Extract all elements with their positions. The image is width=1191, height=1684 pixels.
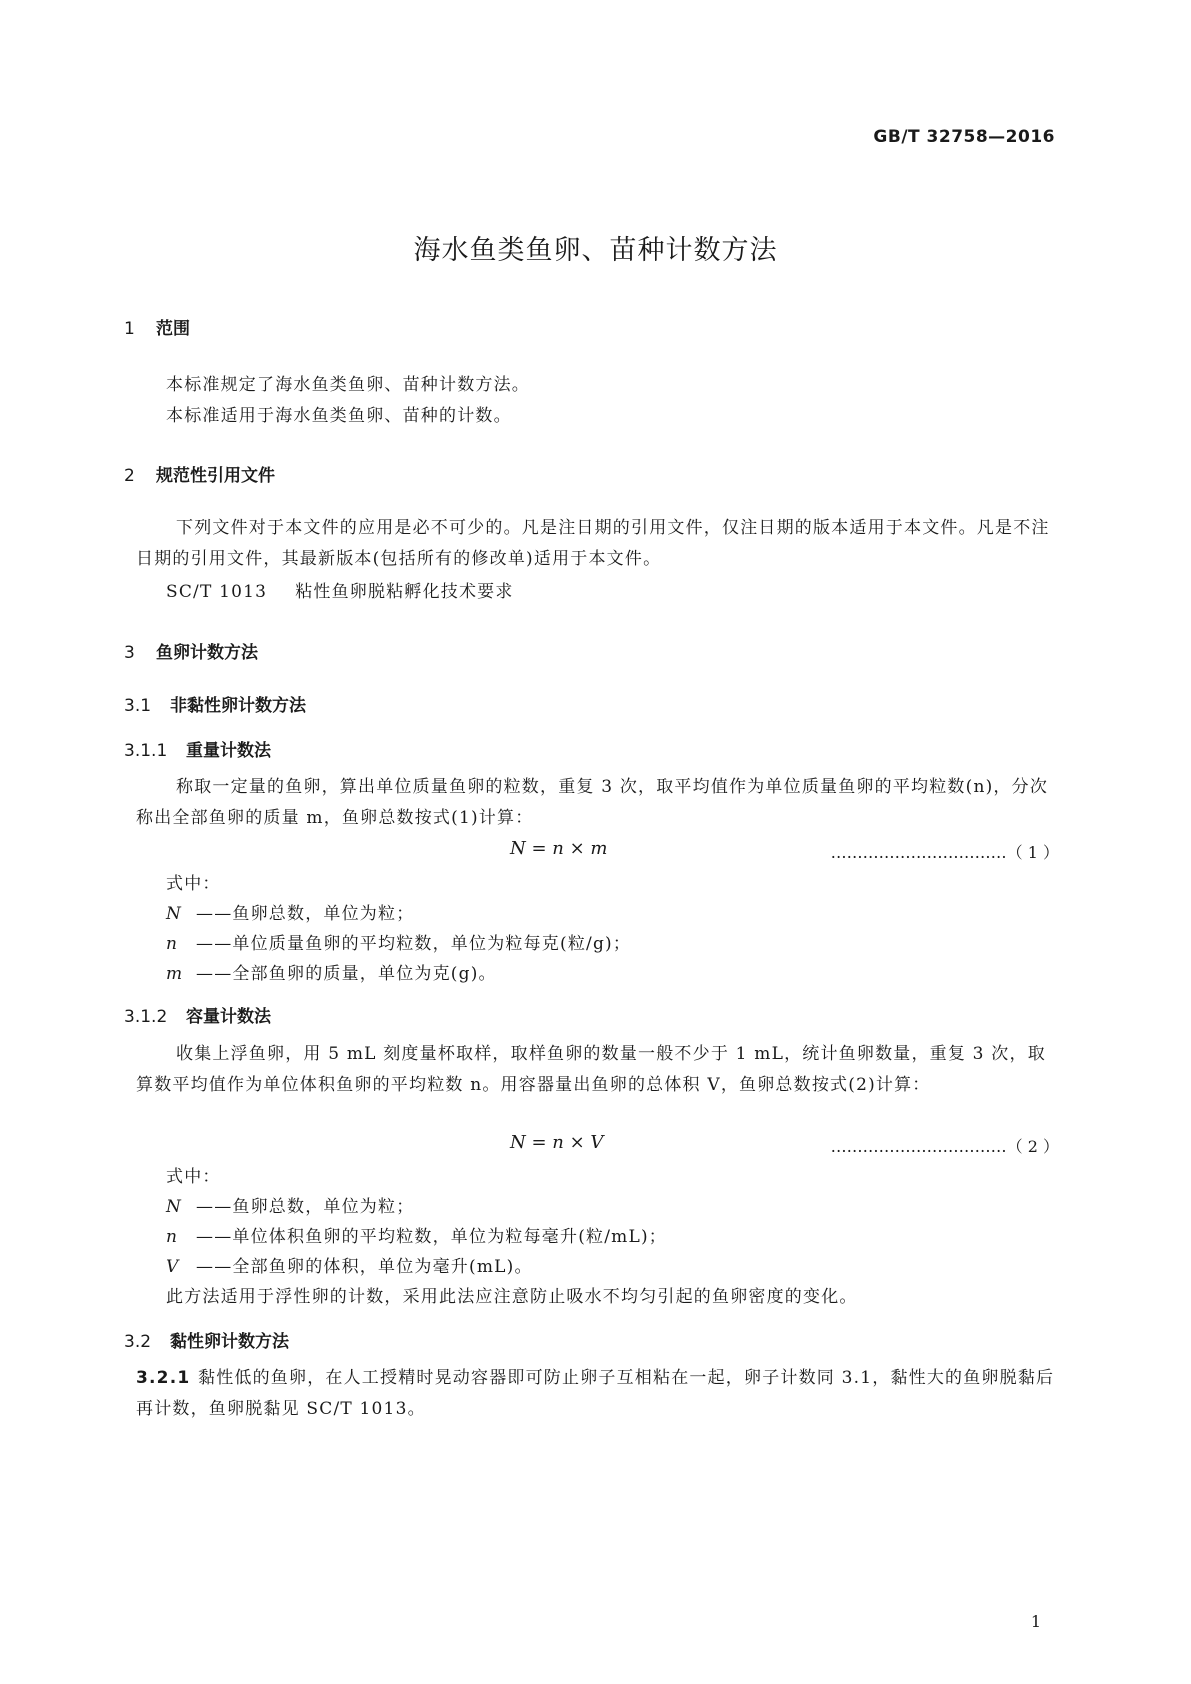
variable-symbol: m [166, 964, 184, 984]
section-title: 非黏性卵计数方法 [170, 696, 306, 716]
formula-number: ……………………………（ 2 ） [830, 1137, 1059, 1156]
section-title: 黏性卵计数方法 [170, 1332, 289, 1352]
section-title: 范围 [156, 319, 190, 339]
section-number: 3 [124, 643, 135, 663]
paragraph: 本标准适用于海水鱼类鱼卵、苗种的计数。 [166, 406, 512, 426]
section-number: 3.2.1 [136, 1368, 191, 1388]
definition-text: ——单位质量鱼卵的平均粒数，单位为粒每克(粒/g)； [196, 934, 632, 954]
definition-row [166, 1222, 667, 1247]
definition-text: ——全部鱼卵的体积，单位为毫升(mL)。 [196, 1257, 533, 1277]
page-number: 1 [1030, 1612, 1041, 1631]
definition-text: ——鱼卵总数，单位为粒； [196, 904, 415, 924]
variable-symbol: n [166, 934, 179, 954]
definition-text: ——鱼卵总数，单位为粒； [196, 1197, 415, 1217]
section-number: 3.1.1 [124, 741, 168, 761]
variable-symbol: N [166, 1197, 183, 1217]
variable-symbol: n [166, 1227, 179, 1247]
paragraph: 下列文件对于本文件的应用是必不可少的。凡是注日期的引用文件，仅注日期的版本适用于本文件。凡是不注日期的引用文件，其最新版本(包括所有的修改单)适用于本文件。 [136, 518, 1050, 569]
clause-3-2-1 [136, 1363, 1062, 1425]
section-title: 重量计数法 [186, 741, 271, 761]
standard-number: GB/T 32758—2016 [873, 127, 1055, 147]
definition-row [166, 1252, 533, 1277]
paragraph: 本标准规定了海水鱼类鱼卵、苗种计数方法。 [166, 375, 530, 395]
section-number: 1 [124, 319, 135, 339]
section-number: 3.2 [124, 1332, 152, 1352]
definition-text: ——单位体积鱼卵的平均粒数，单位为粒每毫升(粒/mL)； [196, 1227, 668, 1247]
subsection-3-1-heading [124, 691, 306, 716]
where-label: 式中： [166, 874, 221, 894]
subsection-3-2-heading [124, 1327, 289, 1352]
definition-row [166, 959, 497, 984]
definition-row [166, 929, 631, 954]
formula-number: ……………………………（ 1 ） [830, 843, 1059, 862]
subsection-3-1-1-heading [124, 736, 271, 761]
where-label: 式中： [166, 1167, 221, 1187]
document-title: 海水鱼类鱼卵、苗种计数方法 [413, 235, 778, 266]
section-number: 2 [124, 466, 135, 486]
definition-row [166, 899, 414, 924]
definition-text: ——全部鱼卵的质量，单位为克(g)。 [196, 964, 497, 984]
section-1-heading [124, 314, 190, 339]
paragraph: 收集上浮鱼卵，用 5 mL 刻度量杯取样，取样鱼卵的数量一般不少于 1 mL，统计鱼卵数量，重复 3 次，取算数平均值作为单位体积鱼卵的平均粒数 n。用容器量出鱼卵的总体积 V，鱼卵总数按式(2)计算： [136, 1044, 1046, 1095]
section-3-heading [124, 638, 258, 663]
reference-entry [166, 577, 514, 602]
clause-text: 黏性低的鱼卵，在人工授精时晃动容器即可防止卵子互相粘在一起，卵子计数同 3.1，黏性大的鱼卵脱黏后再计数，鱼卵脱黏见 SC/T 1013。 [136, 1368, 1055, 1419]
section-title: 容量计数法 [186, 1007, 271, 1027]
note-paragraph: 此方法适用于浮性卵的计数，采用此法应注意防止吸水不均匀引起的鱼卵密度的变化。 [166, 1287, 858, 1307]
section-title: 鱼卵计数方法 [156, 643, 258, 663]
section-number: 3.1 [124, 696, 152, 716]
paragraph: 称取一定量的鱼卵，算出单位质量鱼卵的粒数，重复 3 次，取平均值作为单位质量鱼卵的平均粒数(n)，分次称出全部鱼卵的质量 m，鱼卵总数按式(1)计算： [136, 777, 1049, 828]
reference-title: 粘性鱼卵脱粘孵化技术要求 [295, 582, 514, 602]
variable-symbol: V [166, 1257, 180, 1277]
definition-row [166, 1192, 414, 1217]
section-title: 规范性引用文件 [156, 466, 275, 486]
section-number: 3.1.2 [124, 1007, 168, 1027]
subsection-3-1-2-heading [124, 1002, 271, 1027]
formula-2: N = n × V [510, 1132, 604, 1153]
formula-1: N = n × m [510, 838, 608, 859]
variable-symbol: N [166, 904, 183, 924]
section-2-heading [124, 461, 275, 486]
reference-code: SC/T 1013 [166, 582, 268, 602]
